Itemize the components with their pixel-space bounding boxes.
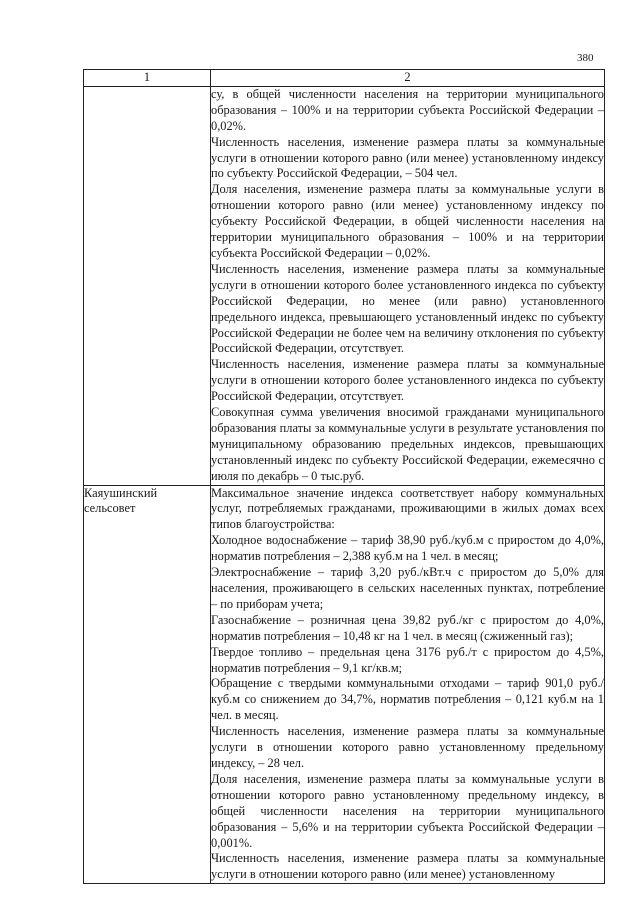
paragraph: Электроснабжение – тариф 3,20 руб./кВт.ч с приростом до 5,0% для населения, проживающего в сельских населенных пунктах, потребление – по приборам учета; bbox=[211, 565, 604, 611]
data-table bbox=[83, 69, 605, 884]
paragraph: Доля населения, изменение размера платы за коммунальные услуги в отношении которого равно установленному предельному индексу, в общей численности населения на территории муниципального образования – 5,6% и на территории субъекта Российской Федерации – 0,001%. bbox=[211, 771, 604, 850]
page-number: 380 bbox=[577, 52, 594, 64]
paragraph: Численность населения, изменение размера платы за коммунальные услуги в отношении которого равно (или менее) установленному bbox=[211, 851, 604, 882]
column-header-1: 1 bbox=[84, 70, 211, 87]
paragraph: Совокупная сумма увеличения вносимой гражданами муниципального образования платы за коммунальные услуги в результате установления по муниципальному образованию предельных индексов, превышающих установленный индекс по субъекту Российской Федерации, ежемесячно с июля по декабрь – 0 тыс.руб. bbox=[211, 405, 604, 483]
paragraph: Газоснабжение – розничная цена 39,82 руб./кг с приростом до 4,0%, норматив потребления – 10,48 кг на 1 чел. в месяц (сжиженный газ); bbox=[211, 612, 604, 643]
paragraph: Обращение с твердыми коммунальными отходами – тариф 901,0 руб./куб.м со снижением до 34,7%, норматив потребления – 0,121 куб.м на 1 чел. в месяц. bbox=[211, 676, 604, 723]
paragraph: Численность населения, изменение размера платы за коммунальные услуги в отношении которого более установленного индекса по субъекту Российской Федерации, отсутствует. bbox=[211, 357, 604, 404]
paragraph: Доля населения, изменение размера платы за коммунальные услуги в отношении которого равно (или менее) установленному индексу по субъекту Российской Федерации, в общей численности населения на территории муниципального образования – 100% и на территории субъекта Российской Федерации – 0,02%. bbox=[211, 182, 604, 260]
paragraph: су, в общей численности населения на территории муниципального образования – 100% и на территории субъекта Российской Федерации – 0,02%. bbox=[211, 86, 604, 133]
paragraph: Твердое топливо – предельная цена 3176 руб./т с приростом до 4,5%, норматив потребления – 9,1 кг/кв.м; bbox=[211, 644, 604, 675]
territory-cell: Каяушинский сельсовет bbox=[84, 485, 211, 884]
paragraph: Численность населения, изменение размера платы за коммунальные услуги в отношении которого равно (или менее) установленному индексу по субъекту Российской Федерации, – 504 чел. bbox=[211, 134, 604, 181]
paragraph: Холодное водоснабжение – тариф 38,90 руб./куб.м с приростом до 4,0%, норматив потребления – 2,388 куб.м на 1 чел. в месяц; bbox=[211, 533, 604, 564]
table-header-row bbox=[84, 70, 605, 87]
description-cell bbox=[211, 86, 605, 485]
description-cell bbox=[211, 485, 605, 884]
paragraph: Численность населения, изменение размера платы за коммунальные услуги в отношении которого равно установленному предельному индексу, – 28 чел. bbox=[211, 724, 604, 770]
territory-cell bbox=[84, 86, 211, 485]
column-header-2: 2 bbox=[211, 70, 605, 87]
table-row bbox=[84, 485, 605, 884]
paragraph: Максимальное значение индекса соответствует набору коммунальных услуг, потребляемых гражданами, проживающими в жилых домах всех типов благоустройства: bbox=[211, 485, 604, 532]
table-row bbox=[84, 86, 605, 485]
paragraph: Численность населения, изменение размера платы за коммунальные услуги в отношении которого более установленного индекса по субъекту Российской Федерации, но менее (или равно) установленного предельного индекса, превышающего установленный индекс по субъекту Российской Федерации не более чем на величину отклонения по субъекту Российской Федерации, отсутствует. bbox=[211, 261, 604, 356]
